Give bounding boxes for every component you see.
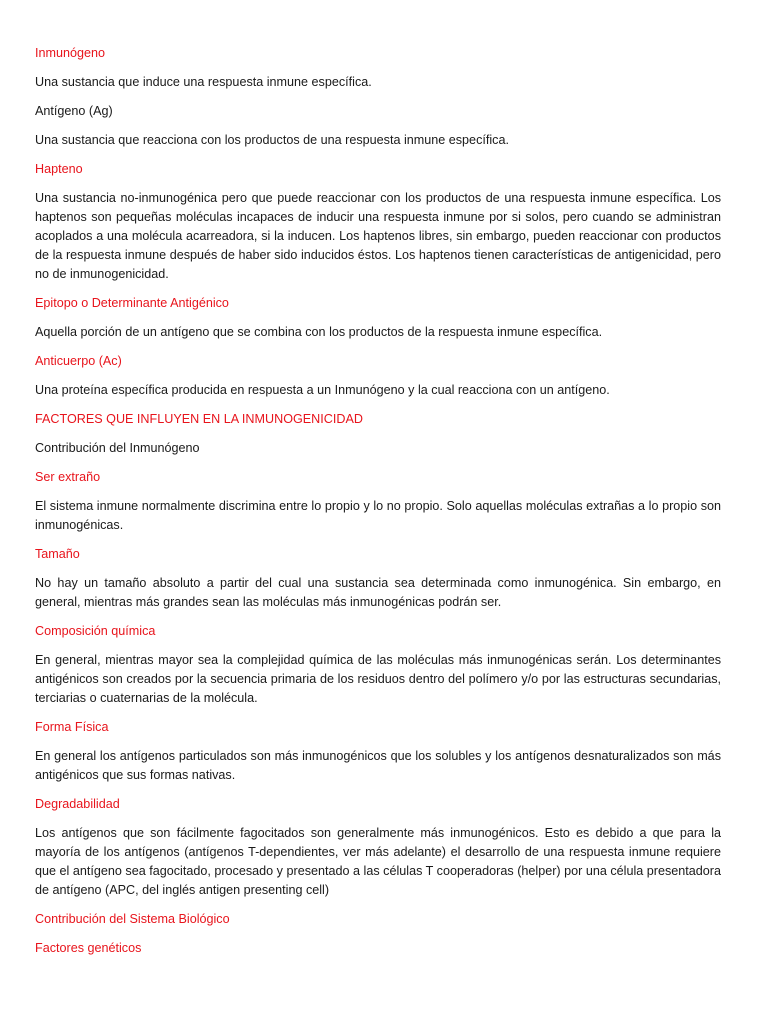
heading-contribucion-sistema: Contribución del Sistema Biológico: [35, 912, 230, 926]
heading-hapteno: Hapteno: [35, 162, 83, 176]
heading-inmunogeno: Inmunógeno: [35, 46, 106, 60]
paragraph: No hay un tamaño absoluto a partir del cual una sustancia sea determinada como inmunogénica. Sin embargo, en general, mientras más grandes sean las moléculas más inmunogénicas podrán ser.: [35, 576, 721, 609]
paragraph: Contribución del Inmunógeno: [35, 441, 200, 455]
heading-tamano: Tamaño: [35, 547, 80, 561]
paragraph: Una proteína específica producida en respuesta a un Inmunógeno y la cual reacciona con un antígeno.: [35, 383, 610, 397]
heading-factores: FACTORES QUE INFLUYEN EN LA INMUNOGENICIDAD: [35, 412, 363, 426]
paragraph: En general, mientras mayor sea la complejidad química de las moléculas más inmunogénicas serán. Los determinantes antigénicos son creados por la secuencia primaria de los residuos dentro del polímero y/o por las estructuras secundarias, terciarias o cuaternarias de la molécula.: [35, 653, 721, 705]
paragraph: Una sustancia que reacciona con los productos de una respuesta inmune específica.: [35, 133, 509, 147]
document-page: [35, 44, 721, 968]
heading-ser-extrano: Ser extraño: [35, 470, 101, 484]
paragraph: Una sustancia no-inmunogénica pero que puede reaccionar con los productos de una respuesta inmune específica. Los haptenos son pequeñas moléculas incapaces de inducir una respuesta inmune por si solos, pero cuando se administran acoplados a una molécula acarreadora, si la inducen. Los haptenos libres, sin embargo, pueden reaccionar con productos de la respuesta inmune después de haber sido inducidos éstos. Los haptenos tienen características de antigenicidad, pero no de inmunogenicidad.: [35, 191, 721, 281]
paragraph: En general los antígenos particulados son más inmunogénicos que los solubles y los antígenos desnaturalizados son más antigénicos que sus formas nativas.: [35, 749, 721, 782]
heading-factores-geneticos: Factores genéticos: [35, 941, 142, 955]
heading-anticuerpo: Anticuerpo (Ac): [35, 354, 122, 368]
heading-degradabilidad: Degradabilidad: [35, 797, 120, 811]
paragraph: El sistema inmune normalmente discrimina entre lo propio y lo no propio. Solo aquellas moléculas extrañas a lo propio son inmunogénicas.: [35, 499, 721, 532]
heading-composicion-quimica: Composición química: [35, 624, 156, 638]
heading-epitopo: Epitopo o Determinante Antigénico: [35, 296, 229, 310]
heading-forma-fisica: Forma Física: [35, 720, 109, 734]
paragraph: Los antígenos que son fácilmente fagocitados son generalmente más inmunogénicos. Esto es debido a que para la mayoría de los antígenos (antígenos T-dependientes, ver más adelante) el desarrollo de una respuesta inmune requiere que el antígeno sea fagocitado, procesado y presentado a las células T cooperadoras (helper) por una célula presentadora de antígeno (APC, del inglés antigen presenting cell): [35, 826, 721, 897]
paragraph: Aquella porción de un antígeno que se combina con los productos de la respuesta inmune específica.: [35, 325, 603, 339]
paragraph: Una sustancia que induce una respuesta inmune específica.: [35, 75, 372, 89]
paragraph: Antígeno (Ag): [35, 104, 113, 118]
